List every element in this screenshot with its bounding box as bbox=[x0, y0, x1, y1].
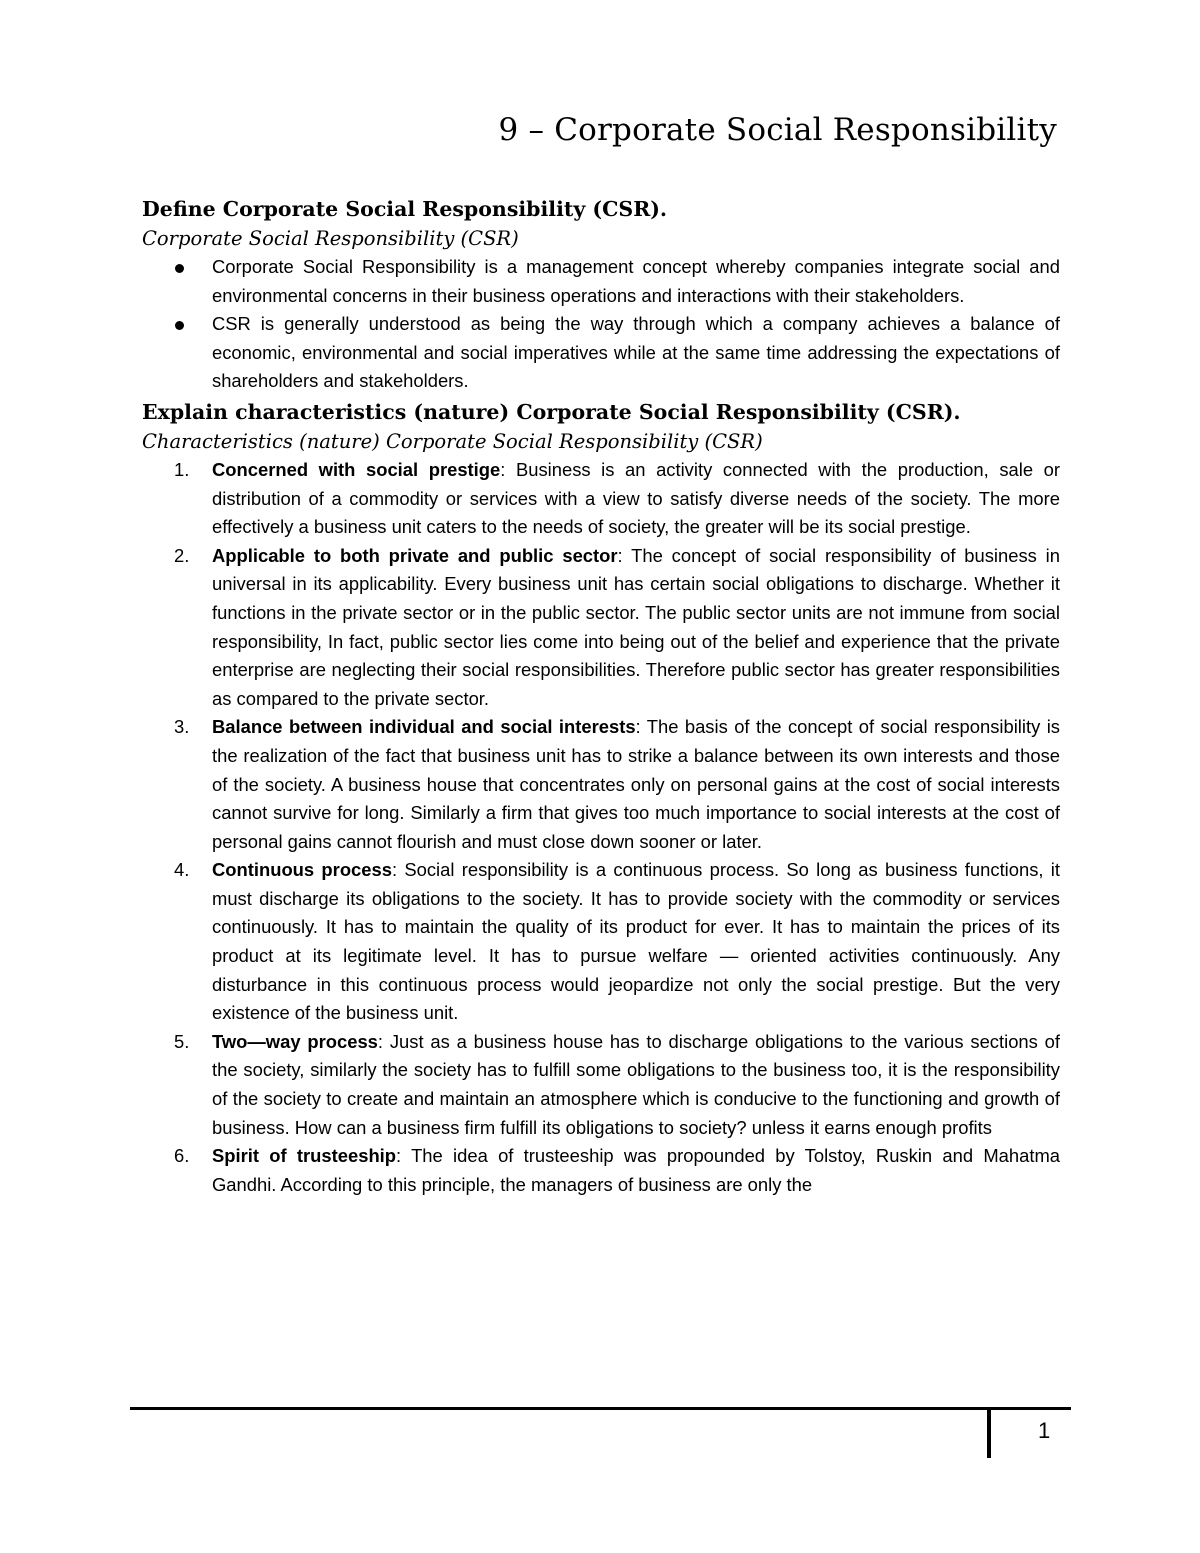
section-subheading-characteristics: Characteristics (nature) Corporate Social Responsibility (CSR) bbox=[142, 429, 763, 453]
section-heading-characteristics: Explain characteristics (nature) Corporate Social Responsibility (CSR). bbox=[142, 399, 961, 424]
definition-bullet-list bbox=[142, 253, 1060, 396]
page-number: 1 bbox=[1038, 1418, 1051, 1443]
item-term: Balance between individual and social interests bbox=[212, 716, 636, 738]
item-text: : The basis of the concept of social responsibility is the realization of the fact that business unit has to strike a balance between its own interests and those of the society. A business house that concentrates only on personal gains at the cost of social interests cannot survive for long. Similarly a firm that gives too much importance to social interests at the cost of personal gains cannot flourish and must close down sooner or later. bbox=[212, 716, 1060, 852]
footer-divider bbox=[130, 1407, 1071, 1410]
item-number: 6. bbox=[174, 1145, 190, 1167]
item-text: : The idea of trusteeship was propounded by Tolstoy, Ruskin and Mahatma Gandhi. According to this principle, the managers of business are only the bbox=[212, 1145, 1060, 1195]
section-subheading-csr: Corporate Social Responsibility (CSR) bbox=[142, 227, 519, 250]
bullet-text: CSR is generally understood as being the way through which a company achieves a balance of economic, environmental and social imperatives while at the same time addressing the expectations of shareholders and stakeholders. bbox=[212, 313, 1060, 392]
list-item bbox=[142, 1142, 1060, 1199]
footer-page-bar bbox=[987, 1410, 991, 1458]
item-term: Concerned with social prestige bbox=[212, 458, 501, 480]
bullet-icon bbox=[175, 321, 184, 330]
item-number: 2. bbox=[174, 544, 190, 566]
list-item bbox=[142, 856, 1060, 1028]
characteristics-numbered-list bbox=[142, 456, 1060, 1199]
document-body bbox=[142, 193, 1060, 1199]
item-number: 4. bbox=[174, 859, 190, 881]
item-term: Spirit of trusteeship bbox=[212, 1145, 397, 1167]
item-number: 5. bbox=[174, 1030, 190, 1052]
item-number: 1. bbox=[174, 458, 190, 480]
list-item bbox=[142, 1028, 1060, 1142]
bullet-item bbox=[142, 310, 1060, 396]
page-title: 9 – Corporate Social Responsibility bbox=[498, 112, 1057, 148]
section-heading-define-csr: Define Corporate Social Responsibility (CSR). bbox=[142, 197, 668, 221]
item-term: Two—way process bbox=[212, 1030, 378, 1052]
item-term: Continuous process bbox=[212, 859, 392, 881]
item-text: : The concept of social responsibility of business in universal in its applicability. Every business unit has certain social obligations to discharge. Whether it functions in the private sector or in the public sector. The public sector units are not immune from social responsibility, In fact, public sector lies come into being out of the belief and experience that the private enterprise are neglecting their social responsibilities. Therefore public sector has greater responsibilities as compared to the private sector. bbox=[212, 544, 1060, 709]
item-term: Applicable to both private and public sector bbox=[212, 544, 618, 566]
list-item bbox=[142, 713, 1060, 856]
item-text: : Social responsibility is a continuous process. So long as business functions, it must discharge its obligations to the society. It has to provide society with the commodity or services continuously. It has to maintain the quality of its product for ever. It has to maintain the prices of its product at its legitimate level. It has to pursue welfare — oriented activities continuously. Any disturbance in this continuous process would jeopardize not only the social prestige. But the very existence of the business unit. bbox=[212, 859, 1060, 1024]
bullet-item bbox=[142, 253, 1060, 310]
bullet-text: Corporate Social Responsibility is a management concept whereby companies integrate social and environmental concerns in their business operations and interactions with their stakeholders. bbox=[212, 256, 1060, 306]
item-text: : Just as a business house has to discharge obligations to the various sections of the society, similarly the society has to fulfill some obligations to the business too, it is the responsibility of the society to create and maintain an atmosphere which is conducive to the functioning and growth of business. How can a business firm fulfill its obligations to society? unless it earns enough profits bbox=[212, 1030, 1060, 1138]
list-item bbox=[142, 542, 1060, 714]
item-text: : Business is an activity connected with the production, sale or distribution of a commodity or services with a view to satisfy diverse needs of the society. The more effectively a business unit caters to the needs of society, the greater will be its social prestige. bbox=[212, 458, 1060, 538]
list-item bbox=[142, 456, 1060, 542]
item-number: 3. bbox=[174, 716, 190, 738]
bullet-icon bbox=[175, 264, 184, 273]
